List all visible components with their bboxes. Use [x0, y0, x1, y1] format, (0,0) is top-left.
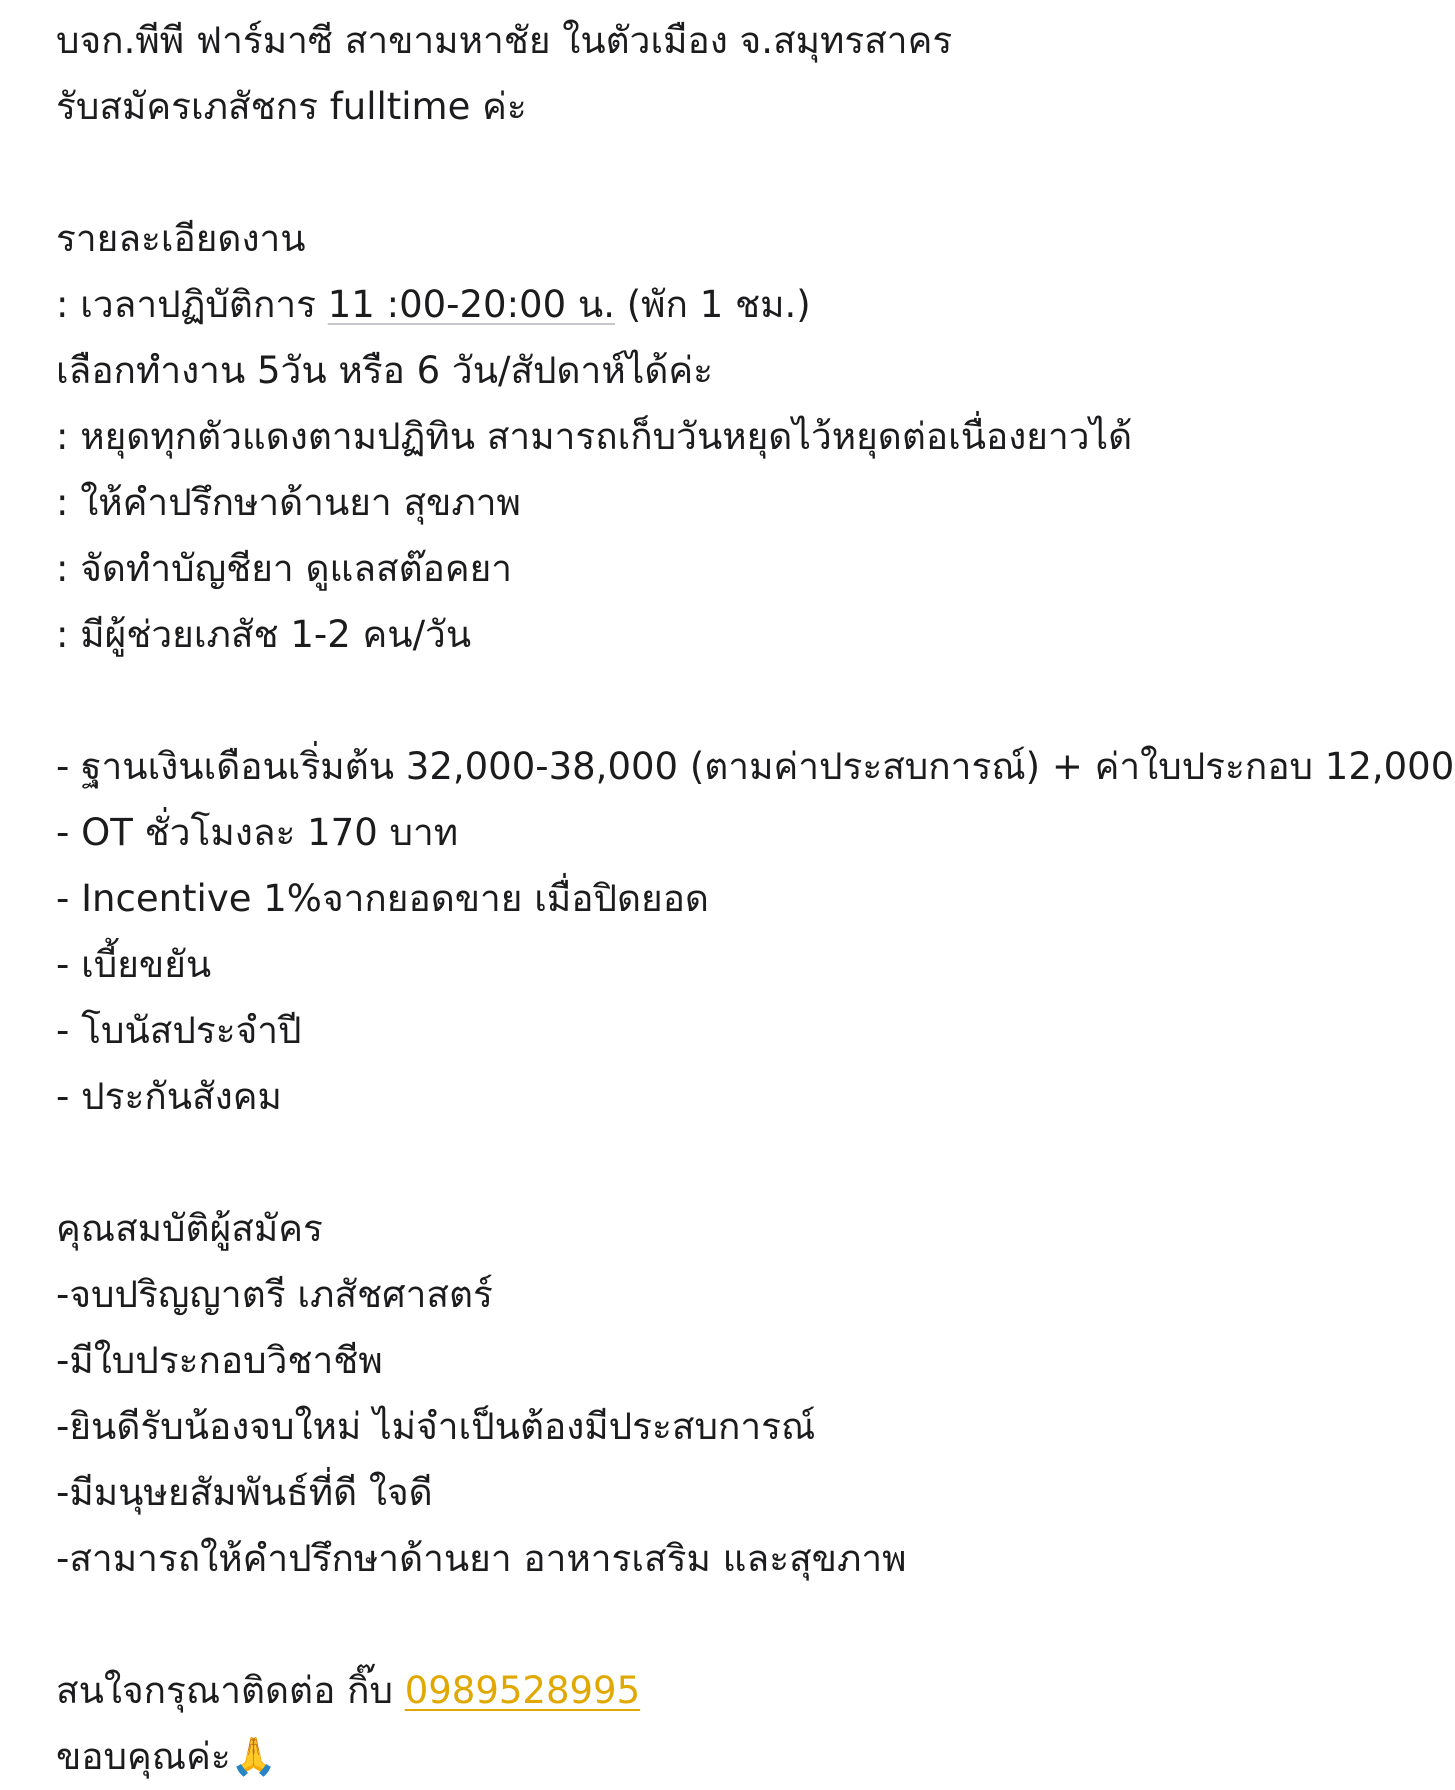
thanks-line: ขอบคุณค่ะ🙏	[56, 1735, 277, 1778]
header-hiring-line: รับสมัครเภสัชกร fulltime ค่ะ	[56, 85, 527, 128]
job-detail-item: : ให้คำปรึกษาด้านยา สุขภาพ	[56, 481, 521, 524]
spacer	[56, 1130, 1436, 1196]
working-hours-suffix: (พัก 1 ชม.)	[614, 283, 811, 326]
job-post-document	[56, 8, 1455, 1790]
contact-line	[56, 1658, 1436, 1724]
job-detail-item: : จัดทำบัญชียา ดูแลสต๊อคยา	[56, 547, 513, 590]
benefit-item-allowance: - เบี้ยขยัน	[56, 943, 212, 986]
job-detail-item: เลือกทำงาน 5วัน หรือ 6 วัน/สัปดาห์ได้ค่ะ	[56, 349, 713, 392]
spacer	[56, 668, 1436, 734]
spacer	[56, 1592, 1436, 1658]
header-company-line: บจก.พีพี ฟาร์มาซี สาขามหาชัย ในตัวเมือง จ.สมุทรสาคร	[56, 19, 953, 62]
qualification-item: -มีมนุษยสัมพันธ์ที่ดี ใจดี	[56, 1471, 433, 1514]
working-hours-line	[56, 272, 1436, 338]
job-detail-item: : มีผู้ช่วยเภสัช 1-2 คน/วัน	[56, 613, 472, 656]
qualifications-heading: คุณสมบัติผู้สมัคร	[56, 1207, 323, 1250]
job-details-heading: รายละเอียดงาน	[56, 217, 306, 260]
qualification-item: -มีใบประกอบวิชาชีพ	[56, 1339, 383, 1382]
benefit-item-incentive: - Incentive 1%จากยอดขาย เมื่อปิดยอด	[56, 877, 709, 920]
benefit-item-ot: - OT ชั่วโมงละ 170 บาท	[56, 811, 459, 854]
working-hours-time-link[interactable]: 11 :00-20:00 น.	[327, 283, 615, 326]
working-hours-prefix: : เวลาปฏิบัติการ	[56, 283, 328, 326]
qualification-item: -ยินดีรับน้องจบใหม่ ไม่จำเป็นต้องมีประสบการณ์	[56, 1405, 816, 1448]
spacer	[56, 140, 1436, 206]
phone-number-link[interactable]: 0989528995	[404, 1669, 641, 1712]
qualification-item: -สามารถให้คำปรึกษาด้านยา อาหารเสริม และสุขภาพ	[56, 1537, 907, 1580]
job-detail-item: : หยุดทุกตัวแดงตามปฏิทิน สามารถเก็บวันหยุดไว้หยุดต่อเนื่องยาวได้	[56, 415, 1133, 458]
qualification-item: -จบปริญญาตรี เภสัชศาสตร์	[56, 1273, 493, 1316]
benefit-item-bonus: - โบนัสประจำปี	[56, 1009, 302, 1052]
contact-text: สนใจกรุณาติดต่อ กิ๊บ	[56, 1669, 405, 1712]
benefit-item-social-security: - ประกันสังคม	[56, 1075, 282, 1118]
benefit-item-salary: - ฐานเงินเดือนเริ่มต้น 32,000-38,000 (ตามค่าประสบการณ์) + ค่าใบประกอบ 12,000	[56, 745, 1455, 788]
